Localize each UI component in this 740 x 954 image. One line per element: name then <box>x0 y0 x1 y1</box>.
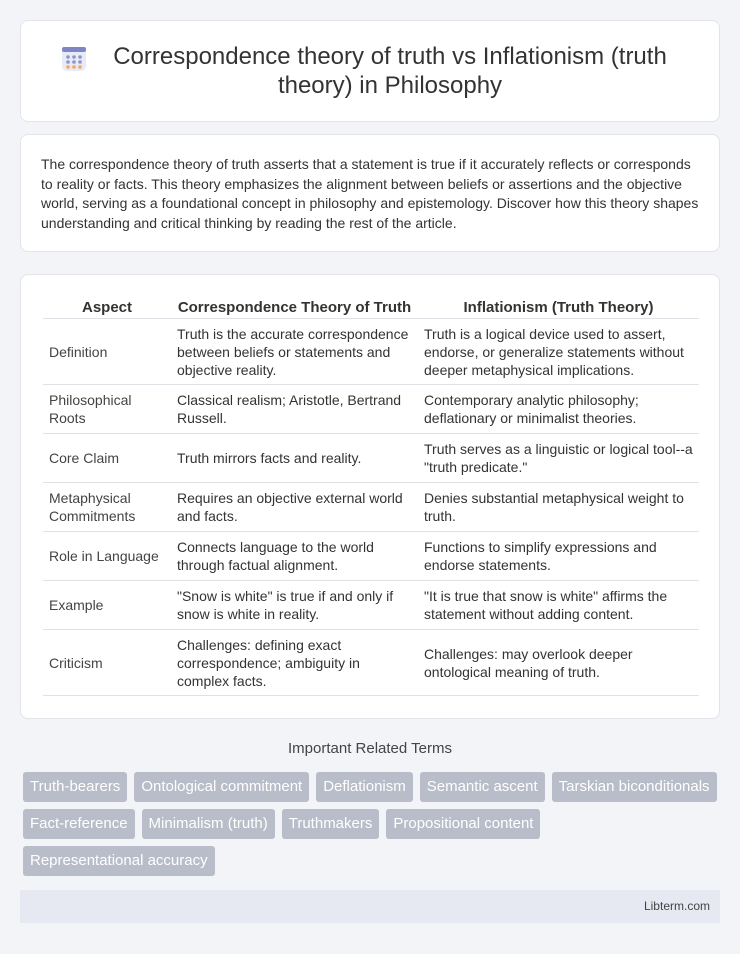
row-correspondence: Classical realism; Aristotle, Bertrand Russell. <box>171 385 418 434</box>
table-row <box>43 532 699 581</box>
row-correspondence: Connects language to the world through factual alignment. <box>171 532 418 581</box>
term-tag[interactable]: Propositional content <box>386 809 540 839</box>
table-header-row <box>43 295 699 319</box>
page-title: Correspondence theory of truth vs Inflationism (truth theory) in Philosophy <box>113 43 667 99</box>
row-aspect: Philosophical Roots <box>43 385 171 434</box>
term-tag[interactable]: Minimalism (truth) <box>142 809 275 839</box>
row-inflationism: Contemporary analytic philosophy; deflationary or minimalist theories. <box>418 385 699 434</box>
row-inflationism: Truth is a logical device used to assert, endorse, or generalize statements without deeper metaphysical implications. <box>418 319 699 385</box>
row-aspect: Example <box>43 581 171 630</box>
related-terms-heading: Important Related Terms <box>288 740 452 757</box>
row-aspect: Metaphysical Commitments <box>43 483 171 532</box>
term-tag[interactable]: Truthmakers <box>282 809 380 839</box>
term-tag[interactable]: Fact-reference <box>23 809 135 839</box>
header-inflationism: Inflationism (Truth Theory) <box>418 295 699 319</box>
related-terms-list <box>23 772 723 876</box>
title-card <box>20 20 720 122</box>
row-aspect: Core Claim <box>43 434 171 483</box>
table-row <box>43 581 699 630</box>
term-tag[interactable]: Representational accuracy <box>23 846 215 876</box>
term-tag[interactable]: Deflationism <box>316 772 413 802</box>
intro-card <box>20 134 720 252</box>
comparison-card <box>20 274 720 719</box>
footer <box>20 890 720 923</box>
table-row <box>43 630 699 696</box>
table-row <box>43 483 699 532</box>
grid-app-icon <box>61 46 87 72</box>
row-correspondence: Truth is the accurate correspondence between beliefs or statements and objective reality. <box>171 319 418 385</box>
row-aspect: Role in Language <box>43 532 171 581</box>
row-correspondence: Requires an objective external world and facts. <box>171 483 418 532</box>
row-inflationism: "It is true that snow is white" affirms the statement without adding content. <box>418 581 699 630</box>
row-inflationism: Challenges: may overlook deeper ontological meaning of truth. <box>418 630 699 696</box>
header-aspect: Aspect <box>43 295 171 319</box>
table-row <box>43 434 699 483</box>
term-tag[interactable]: Truth-bearers <box>23 772 127 802</box>
term-tag[interactable]: Ontological commitment <box>134 772 309 802</box>
footer-site-link[interactable]: Libterm.com <box>643 899 710 913</box>
row-inflationism: Truth serves as a linguistic or logical tool--a "truth predicate." <box>418 434 699 483</box>
comparison-table <box>43 295 699 696</box>
intro-paragraph: The correspondence theory of truth asserts that a statement is true if it accurately reflects or corresponds to reality or facts. This theory emphasizes the alignment between beliefs or assertions and the objective world, serving as a foundational concept in philosophy and epistemology. Discover how this theory shapes understanding and critical thinking by reading the rest of the article. <box>41 156 699 231</box>
row-aspect: Criticism <box>43 630 171 696</box>
term-tag[interactable]: Tarskian biconditionals <box>552 772 717 802</box>
row-inflationism: Denies substantial metaphysical weight to truth. <box>418 483 699 532</box>
table-row <box>43 385 699 434</box>
row-correspondence: Truth mirrors facts and reality. <box>171 434 418 483</box>
table-row <box>43 319 699 385</box>
row-aspect: Definition <box>43 319 171 385</box>
row-inflationism: Functions to simplify expressions and endorse statements. <box>418 532 699 581</box>
term-tag[interactable]: Semantic ascent <box>420 772 545 802</box>
header-correspondence: Correspondence Theory of Truth <box>171 295 418 319</box>
row-correspondence: "Snow is white" is true if and only if snow is white in reality. <box>171 581 418 630</box>
row-correspondence: Challenges: defining exact correspondence; ambiguity in complex facts. <box>171 630 418 696</box>
